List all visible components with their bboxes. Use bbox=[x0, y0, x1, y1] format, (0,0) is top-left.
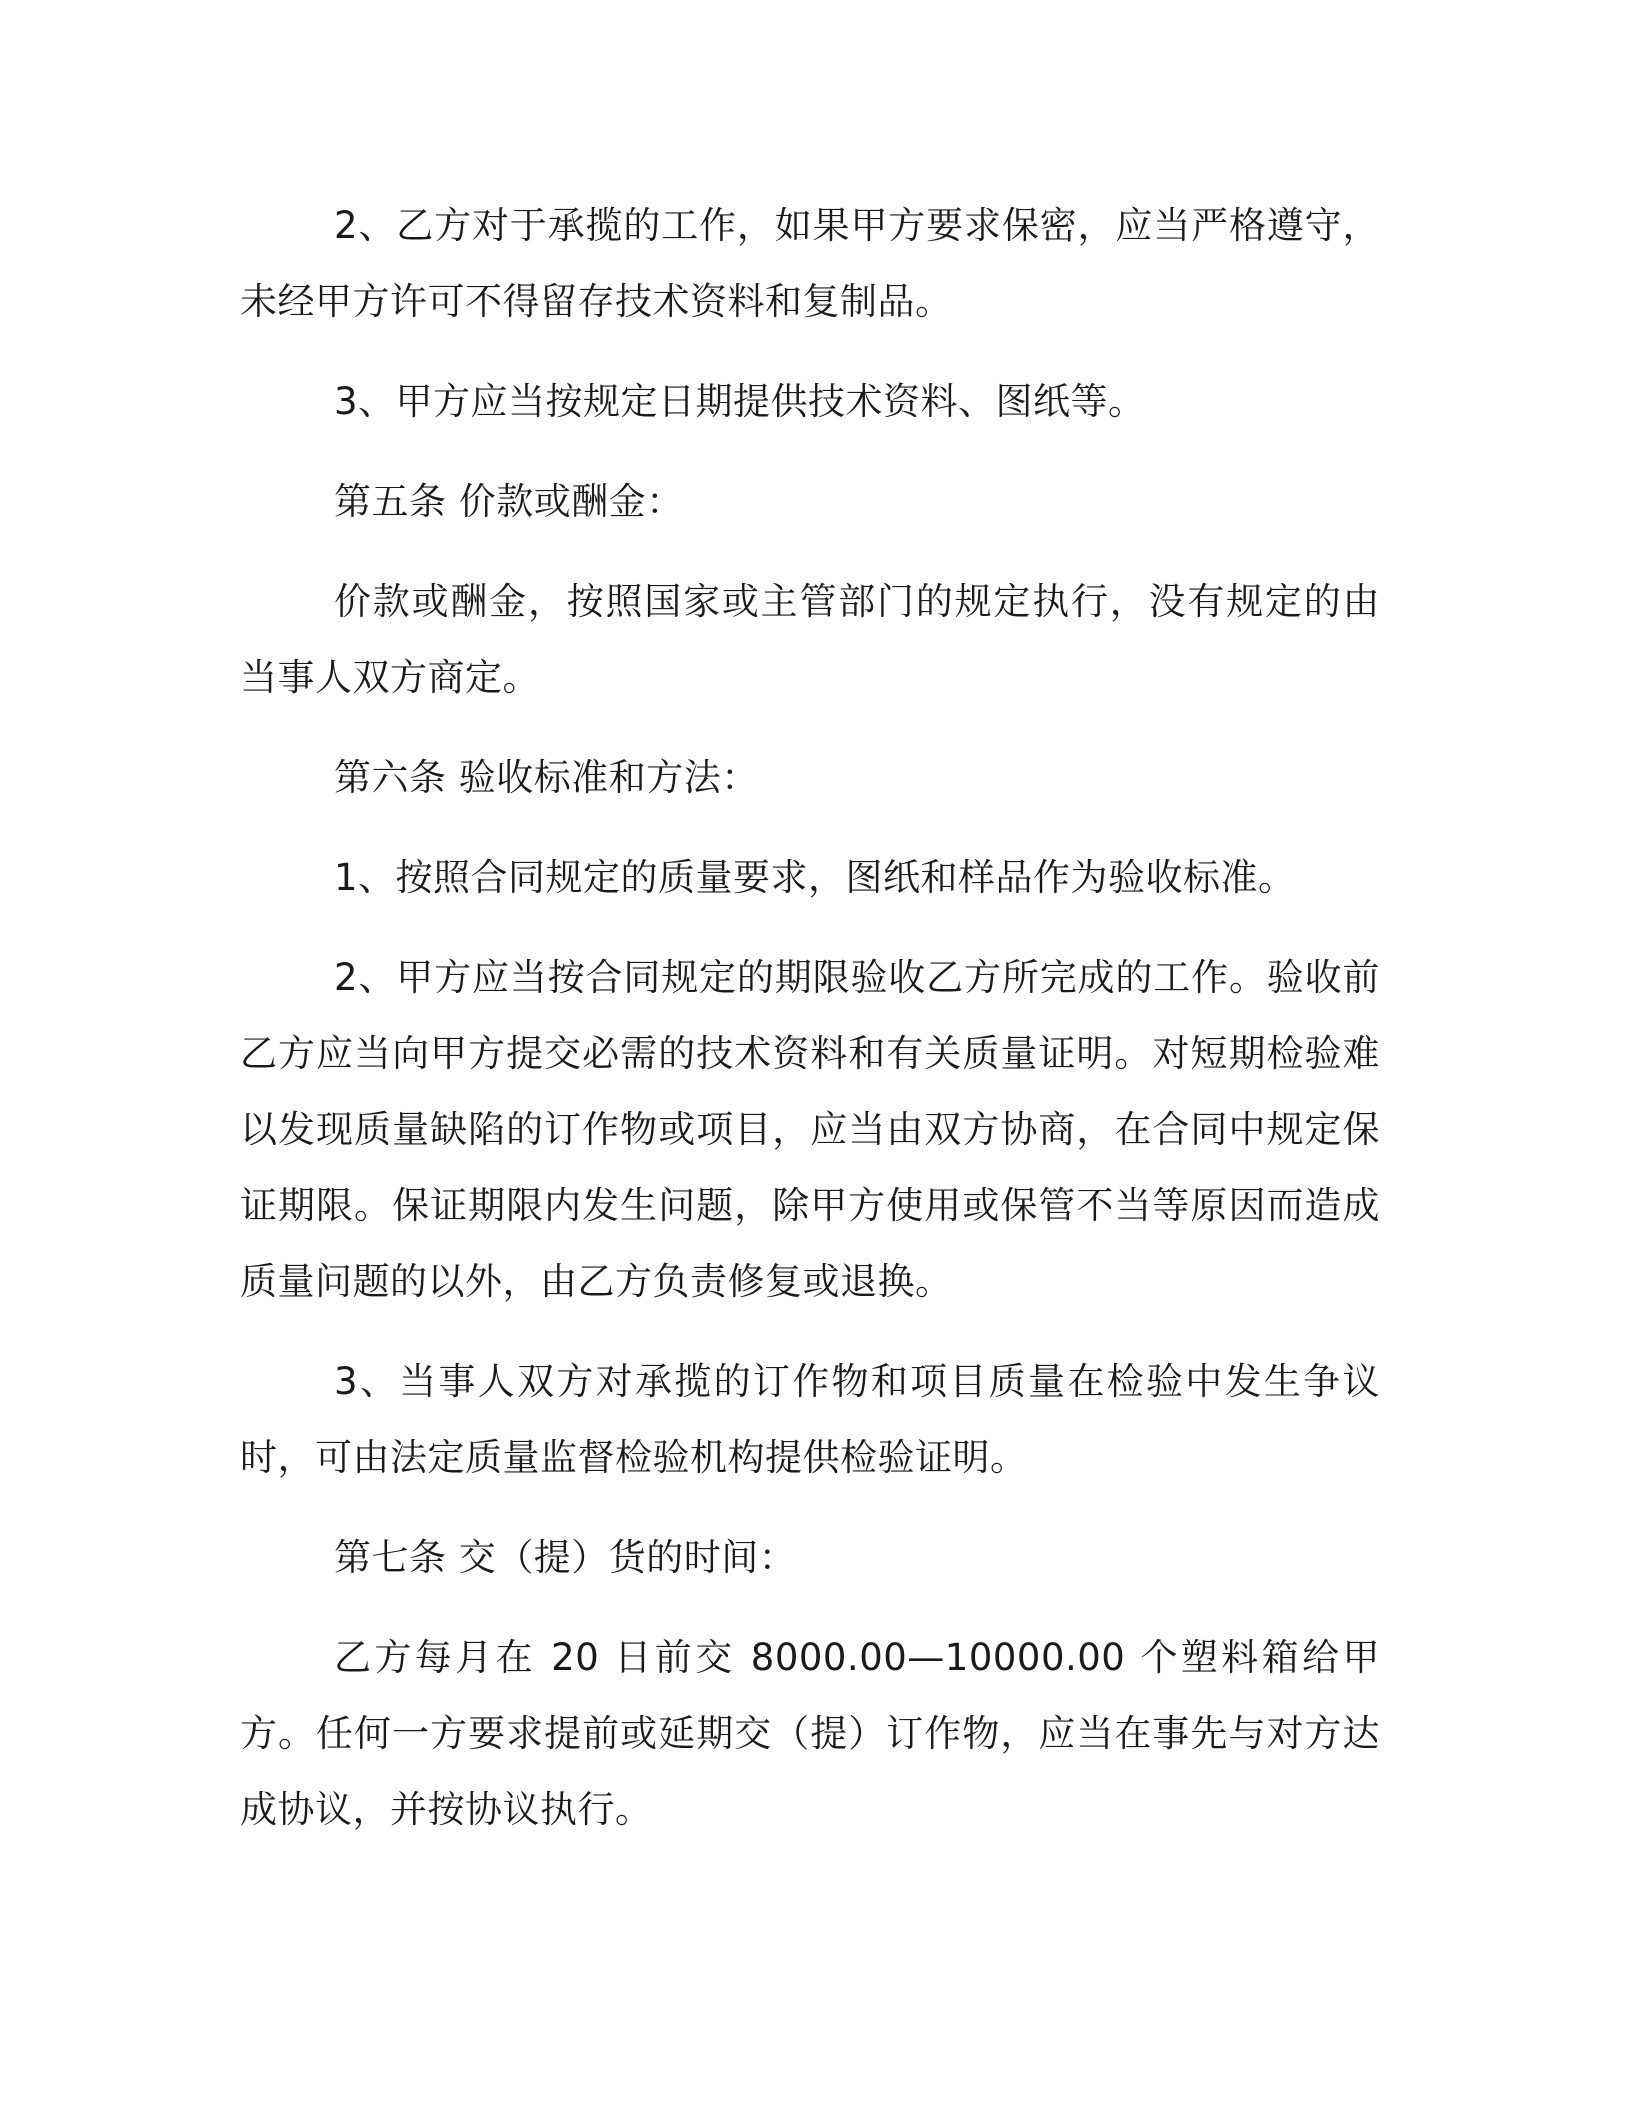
paragraph-quality-dispute: 3、当事人双方对承揽的订作物和项目质量在检验中发生争议时，可由法定质量监督检验机构提供检验证明。 bbox=[240, 1360, 1380, 1479]
document-body bbox=[240, 188, 1380, 1872]
paragraph-technical-materials: 3、甲方应当按规定日期提供技术资料、图纸等。 bbox=[334, 380, 1146, 423]
paragraph-acceptance-standard: 1、按照合同规定的质量要求，图纸和样品作为验收标准。 bbox=[334, 856, 1296, 899]
paragraph-acceptance-procedure: 2、甲方应当按合同规定的期限验收乙方所完成的工作。验收前乙方应当向甲方提交必需的技术资料和有关质量证明。对短期检验难以发现质量缺陷的订作物或项目，应当由双方协商，在合同中规定保证期限。保证期限内发生问题，除甲方使用或保管不当等原因而造成质量问题的以外，由乙方负责修复或退换。 bbox=[240, 956, 1380, 1303]
paragraph-payment: 价款或酬金，按照国家或主管部门的规定执行，没有规定的由当事人双方商定。 bbox=[240, 580, 1380, 699]
article-6-heading: 第六条 验收标准和方法： bbox=[334, 756, 759, 799]
article-5-heading: 第五条 价款或酬金： bbox=[334, 480, 684, 523]
paragraph-delivery-time: 乙方每月在 20 日前交 8000.00—10000.00 个塑料箱给甲方。任何一方要求提前或延期交（提）订作物，应当在事先与对方达成协议，并按协议执行。 bbox=[240, 1636, 1380, 1831]
paragraph-confidentiality: 2、乙方对于承揽的工作，如果甲方要求保密，应当严格遵守，未经甲方许可不得留存技术资料和复制品。 bbox=[240, 204, 1380, 323]
article-7-heading: 第七条 交（提）货的时间： bbox=[334, 1536, 797, 1579]
